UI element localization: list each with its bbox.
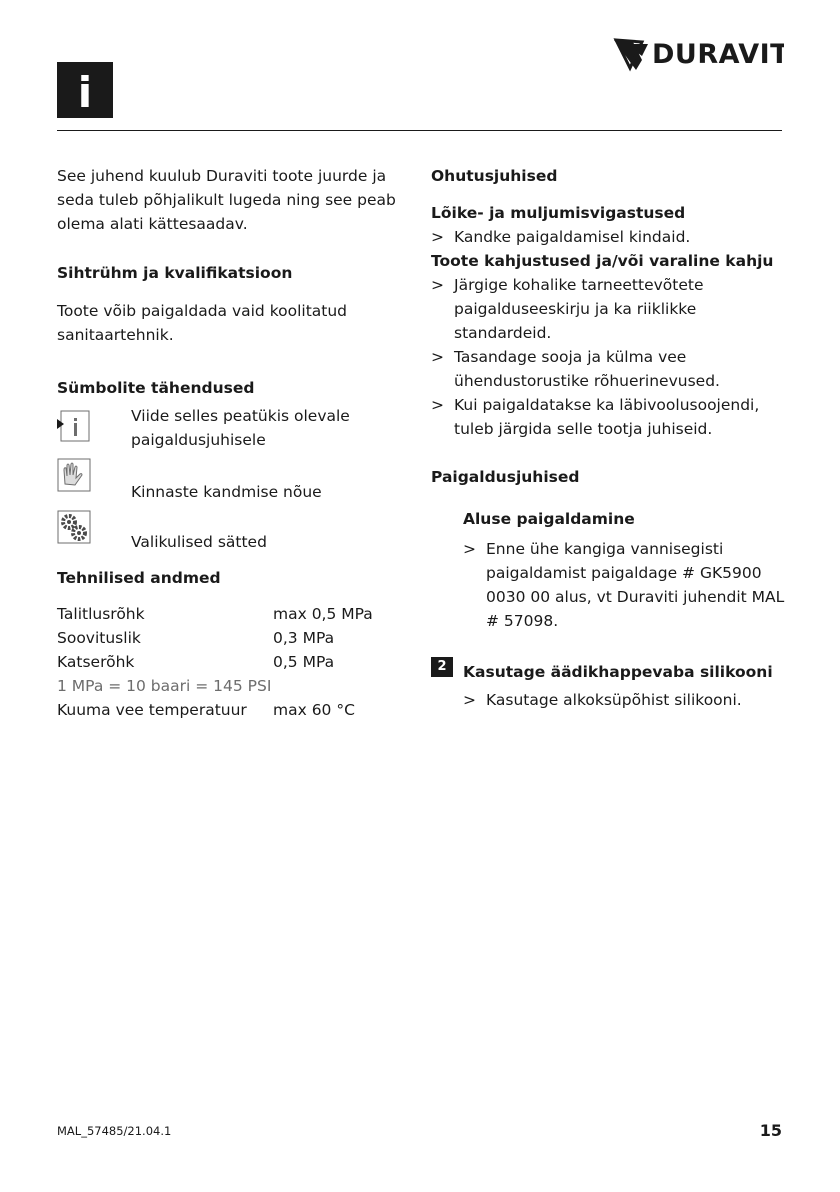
tech-label: Soovituslik xyxy=(57,629,141,647)
tech-row xyxy=(57,626,397,650)
gears-icon xyxy=(57,510,91,544)
list-item xyxy=(463,537,786,633)
step-number-badge: 2 xyxy=(431,657,453,677)
symbol-text: Valikulised sätted xyxy=(131,533,267,551)
right-column xyxy=(431,164,791,633)
list-item-text: Kasutage alkoksüpõhist silikooni. xyxy=(486,691,742,709)
list-item xyxy=(431,225,791,249)
list-item xyxy=(463,688,796,712)
base-heading: Aluse paigaldamine xyxy=(463,510,635,528)
bullet-marker: > xyxy=(463,540,476,558)
install-heading: Paigaldusjuhised xyxy=(431,468,580,486)
tech-value: 0,3 MPa xyxy=(273,629,335,647)
symbol-row xyxy=(57,404,397,456)
header-divider xyxy=(57,130,782,131)
list-item-text: Enne ühe kangiga vannisegisti paigaldamist paigaldage # GK5900 0030 00 alus, vt Duraviti juhendit MAL # 57098. xyxy=(486,540,785,630)
target-heading: Sihtrühm ja kvalifikatsioon xyxy=(57,264,293,282)
tech-row xyxy=(57,650,397,674)
gloves-icon xyxy=(57,458,91,492)
info-icon xyxy=(57,62,113,118)
tech-label: Katserõhk xyxy=(57,653,135,671)
tech-row xyxy=(57,602,397,626)
tech-heading: Tehnilised andmed xyxy=(57,569,221,587)
info-reference-icon xyxy=(57,410,91,444)
tech-note: 1 MPa = 10 baari = 145 PSI xyxy=(57,677,272,695)
cut-heading: Lõike- ja muljumisvigastused xyxy=(431,204,686,222)
bullet-marker: > xyxy=(431,228,444,246)
list-item-text: Järgige kohalike tarneettevõtete paigalduseeskirju ja ka riiklikke standardeid. xyxy=(454,276,704,342)
step-heading: Kasutage äädikhappevaba silikooni xyxy=(463,663,773,681)
symbols-list xyxy=(57,404,397,560)
list-item xyxy=(431,393,784,441)
list-item xyxy=(431,345,744,393)
list-item-text: Kui paigaldatakse ka läbivoolusoojendi, tuleb järgida selle tootja juhiseid. xyxy=(454,396,760,438)
bullet-marker: > xyxy=(431,276,444,294)
tech-value: max 0,5 MPa xyxy=(273,605,373,623)
tech-label: Talitlusrõhk xyxy=(57,605,145,623)
safety-heading: Ohutusjuhised xyxy=(431,167,558,185)
tech-value: 0,5 MPa xyxy=(273,653,335,671)
tech-label: Kuuma vee temperatuur xyxy=(57,701,247,719)
symbol-row xyxy=(57,456,397,508)
duravit-logo xyxy=(612,30,784,74)
page-number: 15 xyxy=(759,1121,782,1140)
target-text: Toote võib paigaldada vaid koolitatud sanitaartehnik. xyxy=(57,302,348,344)
list-item-text: Tasandage sooja ja külma vee ühendustorustike rõhuerinevused. xyxy=(454,348,720,390)
symbol-text: Kinnaste kandmise nõue xyxy=(131,483,322,501)
symbols-heading: Sümbolite tähendused xyxy=(57,379,255,397)
symbol-text: Viide selles peatükis olevale paigaldusjuhisele xyxy=(131,407,350,449)
list-item xyxy=(431,273,744,345)
bullet-marker: > xyxy=(431,396,444,414)
tech-value: max 60 °C xyxy=(273,701,355,719)
bullet-marker: > xyxy=(463,691,476,709)
intro-text: See juhend kuulub Duraviti toote juurde ja seda tuleb põhjalikult lugeda ning see peab olema alati kättesaadav. xyxy=(57,167,396,233)
info-icon-glyph: i xyxy=(77,68,93,117)
bullet-marker: > xyxy=(431,348,444,366)
document-code: MAL_57485/21.04.1 xyxy=(57,1124,172,1138)
tech-table xyxy=(57,602,397,722)
tech-row xyxy=(57,698,397,722)
damage-heading: Toote kahjustused ja/või varaline kahju xyxy=(431,252,774,270)
left-column xyxy=(57,164,397,722)
logo-text: DURAVIT xyxy=(652,39,784,70)
symbol-row xyxy=(57,508,397,560)
list-item-text: Kandke paigaldamisel kindaid. xyxy=(454,228,691,246)
